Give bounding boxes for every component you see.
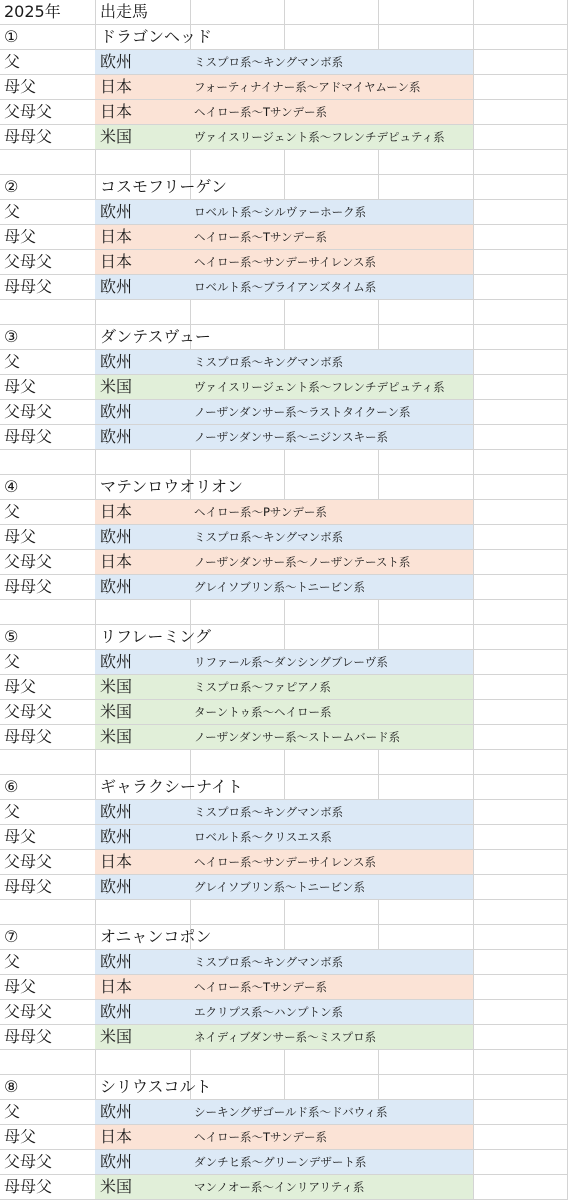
sire-line-cell[interactable]: マンノオー系～インリアリティ系 bbox=[194, 1180, 365, 1194]
relation-cell[interactable]: 父母父 bbox=[4, 1152, 53, 1171]
region-cell[interactable]: 欧州 bbox=[100, 952, 133, 971]
relation-cell[interactable]: 父 bbox=[4, 802, 21, 821]
horse-name[interactable]: ダンテスヴュー bbox=[100, 327, 211, 346]
title-header[interactable]: 出走馬 bbox=[100, 2, 149, 21]
horse-number[interactable]: ⑤ bbox=[4, 627, 19, 646]
relation-cell[interactable]: 父母父 bbox=[4, 702, 53, 721]
relation-cell[interactable]: 父 bbox=[4, 352, 21, 371]
relation-cell[interactable]: 母父 bbox=[4, 1127, 37, 1146]
grid-hline bbox=[0, 1049, 568, 1050]
sire-line-cell[interactable]: ヘイロー系～Tサンデー系 bbox=[194, 105, 327, 119]
sire-line-cell[interactable]: ロベルト系～ブライアンズタイム系 bbox=[194, 280, 377, 294]
grid-hline bbox=[0, 299, 568, 300]
sire-line-cell[interactable]: ミスプロ系～キングマンボ系 bbox=[194, 805, 344, 819]
grid-hline bbox=[0, 899, 568, 900]
relation-cell[interactable]: 父 bbox=[4, 52, 21, 71]
horse-name[interactable]: シリウスコルト bbox=[100, 1077, 212, 1096]
region-cell[interactable]: 欧州 bbox=[100, 277, 133, 296]
sire-line-cell[interactable]: ノーザンダンサー系～ノーザンテースト系 bbox=[194, 555, 411, 569]
relation-cell[interactable]: 母母父 bbox=[4, 1177, 53, 1196]
relation-cell[interactable]: 母父 bbox=[4, 527, 37, 546]
sire-line-cell[interactable]: ヘイロー系～Tサンデー系 bbox=[194, 980, 327, 994]
region-cell[interactable]: 日本 bbox=[100, 552, 133, 571]
relation-cell[interactable]: 父母父 bbox=[4, 552, 53, 571]
sire-line-cell[interactable]: ヘイロー系～Tサンデー系 bbox=[194, 230, 327, 244]
relation-cell[interactable]: 父母父 bbox=[4, 1002, 53, 1021]
region-cell[interactable]: 欧州 bbox=[100, 802, 133, 821]
grid-hline bbox=[0, 149, 568, 150]
relation-cell[interactable]: 母母父 bbox=[4, 277, 53, 296]
sire-line-cell[interactable]: ミスプロ系～ファピアノ系 bbox=[194, 680, 331, 694]
sire-line-cell[interactable]: ヘイロー系～サンデーサイレンス系 bbox=[194, 255, 376, 269]
region-cell[interactable]: 日本 bbox=[100, 252, 133, 271]
region-cell[interactable]: 米国 bbox=[100, 1027, 133, 1046]
region-cell[interactable]: 日本 bbox=[100, 227, 133, 246]
relation-cell[interactable]: 父母父 bbox=[4, 852, 53, 871]
sire-line-cell[interactable]: ヘイロー系～サンデーサイレンス系 bbox=[194, 855, 376, 869]
sire-line-cell[interactable]: ミスプロ系～キングマンボ系 bbox=[194, 530, 344, 544]
relation-cell[interactable]: 父 bbox=[4, 952, 21, 971]
region-cell[interactable]: 米国 bbox=[100, 127, 133, 146]
grid-hline bbox=[0, 174, 568, 175]
relation-cell[interactable]: 父 bbox=[4, 502, 21, 521]
region-cell[interactable]: 米国 bbox=[100, 377, 133, 396]
grid-hline bbox=[0, 24, 568, 25]
sire-line-cell[interactable]: グレイソブリン系～トニービン系 bbox=[194, 580, 366, 594]
region-cell[interactable]: 欧州 bbox=[100, 827, 133, 846]
region-cell[interactable]: 日本 bbox=[100, 852, 133, 871]
grid-hline bbox=[0, 774, 568, 775]
region-cell[interactable]: 欧州 bbox=[100, 402, 133, 421]
sire-line-cell[interactable]: ヘイロー系～Tサンデー系 bbox=[194, 1130, 327, 1144]
region-cell[interactable]: 日本 bbox=[100, 977, 133, 996]
horse-number[interactable]: ② bbox=[4, 177, 19, 196]
relation-cell[interactable]: 父母父 bbox=[4, 402, 53, 421]
sire-line-cell[interactable]: ノーザンダンサー系～ラストタイクーン系 bbox=[194, 405, 411, 419]
region-cell[interactable]: 欧州 bbox=[100, 577, 133, 596]
region-cell[interactable]: 日本 bbox=[100, 102, 133, 121]
grid-hline bbox=[0, 749, 568, 750]
year-header[interactable]: 2025年 bbox=[4, 2, 61, 21]
region-cell[interactable]: 米国 bbox=[100, 702, 133, 721]
relation-cell[interactable]: 母母父 bbox=[4, 127, 53, 146]
horse-number[interactable]: ⑥ bbox=[4, 777, 19, 796]
region-cell[interactable]: 欧州 bbox=[100, 1002, 133, 1021]
region-cell[interactable]: 欧州 bbox=[100, 427, 133, 446]
relation-cell[interactable]: 母母父 bbox=[4, 427, 53, 446]
region-cell[interactable]: 欧州 bbox=[100, 1152, 133, 1171]
sire-line-cell[interactable]: ロベルト系～クリスエス系 bbox=[194, 830, 332, 844]
sire-line-cell[interactable]: ミスプロ系～キングマンボ系 bbox=[194, 55, 344, 69]
region-cell[interactable]: 日本 bbox=[100, 502, 133, 521]
sire-line-cell[interactable]: エクリプス系～ハンプトン系 bbox=[194, 1005, 344, 1019]
grid-hline bbox=[0, 474, 568, 475]
relation-cell[interactable]: 母父 bbox=[4, 677, 37, 696]
region-cell[interactable]: 欧州 bbox=[100, 352, 133, 371]
relation-cell[interactable]: 父 bbox=[4, 652, 21, 671]
region-cell[interactable]: 欧州 bbox=[100, 652, 133, 671]
sire-line-cell[interactable]: ロベルト系～シルヴァーホーク系 bbox=[194, 205, 367, 219]
horse-number[interactable]: ⑦ bbox=[4, 927, 19, 946]
region-cell[interactable]: 米国 bbox=[100, 677, 133, 696]
horse-name[interactable]: ドラゴンヘッド bbox=[100, 27, 213, 46]
sire-line-cell[interactable]: ヘイロー系～Pサンデー系 bbox=[194, 505, 327, 519]
region-cell[interactable]: 日本 bbox=[100, 77, 133, 96]
grid-hline bbox=[0, 324, 568, 325]
relation-cell[interactable]: 母母父 bbox=[4, 1027, 53, 1046]
relation-cell[interactable]: 母母父 bbox=[4, 577, 53, 596]
horse-name[interactable]: オニャンコポン bbox=[100, 927, 212, 946]
sire-line-cell[interactable]: フォーティナイナー系～アドマイヤムーン系 bbox=[194, 80, 421, 94]
sire-line-cell[interactable]: ヴァイスリージェント系～フレンチデピュティ系 bbox=[194, 130, 445, 144]
sire-line-cell[interactable]: ダンチヒ系～グリーンデザート系 bbox=[194, 1155, 367, 1169]
sire-line-cell[interactable]: ネイディブダンサー系～ミスプロ系 bbox=[194, 1030, 377, 1044]
grid-vline bbox=[473, 0, 474, 1200]
horse-name[interactable]: マテンロウオリオン bbox=[100, 477, 244, 496]
region-cell[interactable]: 米国 bbox=[100, 727, 133, 746]
horse-name[interactable]: ギャラクシーナイト bbox=[100, 777, 243, 796]
relation-cell[interactable]: 母父 bbox=[4, 977, 37, 996]
relation-cell[interactable]: 父母父 bbox=[4, 102, 53, 121]
relation-cell[interactable]: 母母父 bbox=[4, 727, 53, 746]
region-cell[interactable]: 欧州 bbox=[100, 52, 133, 71]
region-cell[interactable]: 欧州 bbox=[100, 527, 133, 546]
relation-cell[interactable]: 母父 bbox=[4, 827, 37, 846]
relation-cell[interactable]: 母父 bbox=[4, 377, 37, 396]
relation-cell[interactable]: 母父 bbox=[4, 227, 37, 246]
sire-line-cell[interactable]: リファール系～ダンシングブレーヴ系 bbox=[194, 655, 388, 669]
sire-line-cell[interactable]: グレイソブリン系～トニービン系 bbox=[194, 880, 366, 894]
grid-hline bbox=[0, 924, 568, 925]
relation-cell[interactable]: 母父 bbox=[4, 77, 37, 96]
horse-name[interactable]: コスモフリーゲン bbox=[100, 177, 228, 196]
region-cell[interactable]: 欧州 bbox=[100, 202, 133, 221]
relation-cell[interactable]: 父 bbox=[4, 202, 21, 221]
sire-line-cell[interactable]: ターントゥ系～ヘイロー系 bbox=[194, 705, 332, 719]
region-cell[interactable]: 欧州 bbox=[100, 877, 133, 896]
grid-hline bbox=[0, 449, 568, 450]
sire-line-cell[interactable]: ノーザンダンサー系～ニジンスキー系 bbox=[194, 430, 388, 444]
horse-number[interactable]: ① bbox=[4, 27, 19, 46]
horse-number[interactable]: ③ bbox=[4, 327, 19, 346]
region-cell[interactable]: 欧州 bbox=[100, 1102, 133, 1121]
relation-cell[interactable]: 母母父 bbox=[4, 877, 53, 896]
region-cell[interactable]: 米国 bbox=[100, 1177, 133, 1196]
grid-hline bbox=[0, 1074, 568, 1075]
sire-line-cell[interactable]: ヴァイスリージェント系～フレンチデピュティ系 bbox=[194, 380, 445, 394]
relation-cell[interactable]: 父母父 bbox=[4, 252, 53, 271]
sire-line-cell[interactable]: シーキングザゴールド系～ドバウィ系 bbox=[194, 1105, 388, 1119]
grid-hline bbox=[0, 599, 568, 600]
region-cell[interactable]: 日本 bbox=[100, 1127, 133, 1146]
relation-cell[interactable]: 父 bbox=[4, 1102, 21, 1121]
horse-name[interactable]: リフレーミング bbox=[100, 627, 212, 646]
horse-number[interactable]: ⑧ bbox=[4, 1077, 19, 1096]
grid-hline bbox=[0, 624, 568, 625]
sire-line-cell[interactable]: ミスプロ系～キングマンボ系 bbox=[194, 355, 344, 369]
sire-line-cell[interactable]: ノーザンダンサー系～ストームバード系 bbox=[194, 730, 401, 744]
sire-line-cell[interactable]: ミスプロ系～キングマンボ系 bbox=[194, 955, 344, 969]
horse-number[interactable]: ④ bbox=[4, 477, 19, 496]
